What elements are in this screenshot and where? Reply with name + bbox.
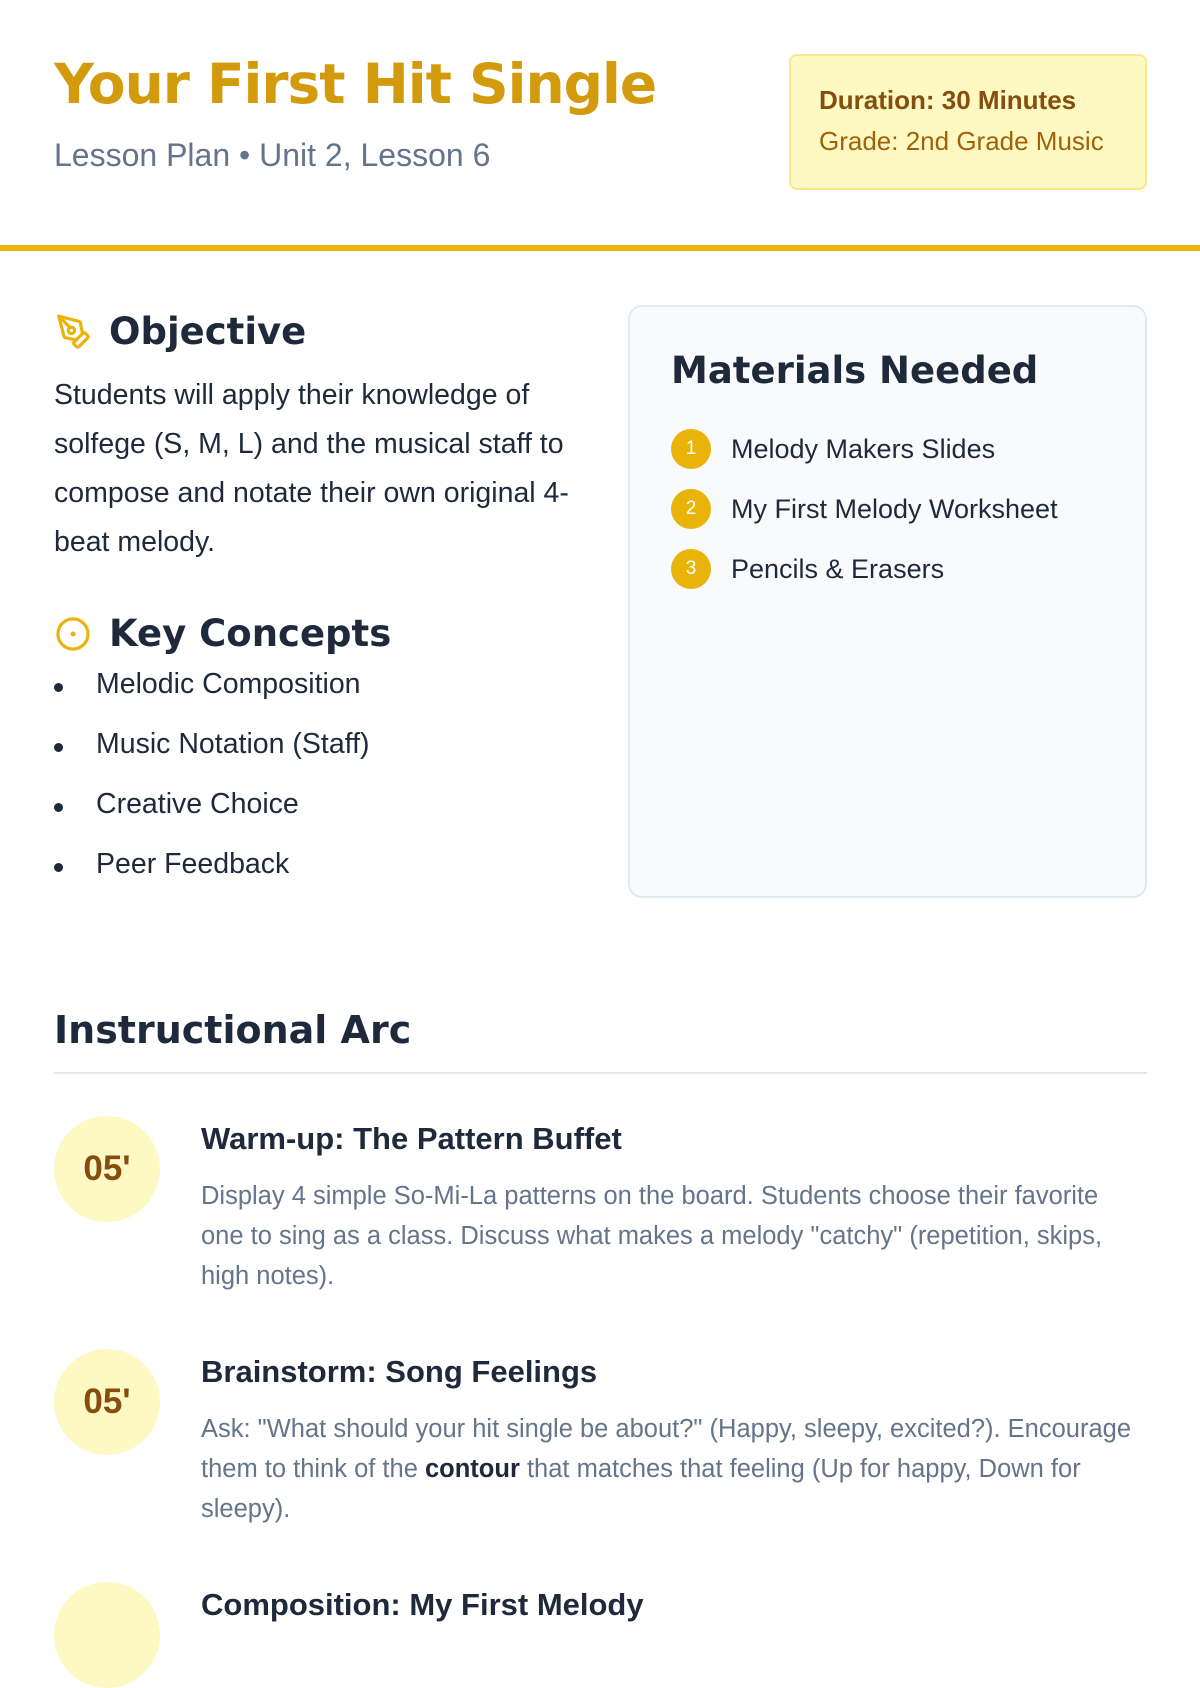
objective-heading — [54, 310, 306, 353]
step-title: Composition: My First Melody — [201, 1587, 644, 1622]
page-subtitle: Lesson Plan • Unit 2, Lesson 6 — [54, 137, 491, 173]
time-badge — [54, 1582, 160, 1688]
number-badge: 2 — [671, 489, 711, 529]
grade-label: Grade: 2nd Grade Music — [819, 126, 1104, 156]
divider — [54, 1072, 1147, 1074]
time-badge: 05' — [54, 1116, 160, 1222]
description-text: Ask: "What should your hit single be about?" (Happy, sleepy, excited?). Encourage them to think of the — [201, 1415, 1132, 1483]
materials-card — [628, 305, 1147, 898]
material-label: Melody Makers Slides — [731, 433, 996, 464]
list-item — [54, 848, 370, 908]
objective-text: Students will apply their knowledge of solfege (S, M, L) and the musical staff to compose and notate their own original 4-beat melody. — [54, 379, 569, 558]
bullet — [54, 863, 63, 872]
step-description — [201, 1409, 1147, 1529]
list-item — [54, 728, 370, 788]
instructional-arc-title: Instructional Arc — [54, 1008, 412, 1052]
page-title: Your First Hit Single — [54, 52, 657, 116]
key-concepts-list — [54, 668, 370, 908]
list-item — [54, 668, 370, 728]
description-text: that matches that feeling (Up for happy, Down for sleepy). — [201, 1455, 1081, 1523]
objective-title: Objective — [109, 310, 307, 353]
materials-list — [671, 419, 1145, 599]
step-title: Warm-up: The Pattern Buffet — [201, 1121, 622, 1156]
concept-label: Music Notation (Staff) — [96, 728, 370, 760]
concept-label: Melodic Composition — [96, 668, 361, 700]
list-item — [671, 539, 1145, 599]
lesson-meta-box — [789, 54, 1147, 190]
duration-label: Duration: 30 Minutes — [819, 85, 1077, 115]
step-title: Brainstorm: Song Feelings — [201, 1354, 598, 1389]
key-concepts-heading — [54, 612, 391, 655]
bullet — [54, 803, 63, 812]
pen-tool-icon — [54, 313, 92, 351]
number-badge: 1 — [671, 429, 711, 469]
materials-title: Materials Needed — [671, 349, 1039, 392]
number-badge: 3 — [671, 549, 711, 589]
concept-label: Creative Choice — [96, 788, 299, 820]
lesson-header — [0, 0, 1200, 251]
concept-label: Peer Feedback — [96, 848, 290, 880]
list-item — [671, 419, 1145, 479]
material-label: My First Melody Worksheet — [731, 493, 1058, 524]
key-concepts-title: Key Concepts — [109, 612, 392, 655]
step-description: Display 4 simple So-Mi-La patterns on the board. Students choose their favorite one to sing as a class. Discuss what makes a melody "catchy" (repetition, skips, high notes). — [201, 1182, 1103, 1290]
step-body — [201, 1121, 1147, 1296]
emphasis-text: contour — [424, 1455, 520, 1483]
list-item — [54, 788, 370, 848]
time-badge: 05' — [54, 1349, 160, 1455]
material-label: Pencils & Erasers — [731, 553, 945, 584]
target-icon — [54, 615, 92, 653]
list-item — [671, 479, 1145, 539]
step-body — [201, 1354, 1147, 1529]
step-body — [201, 1587, 1147, 1623]
bullet — [54, 683, 63, 692]
bullet — [54, 743, 63, 752]
